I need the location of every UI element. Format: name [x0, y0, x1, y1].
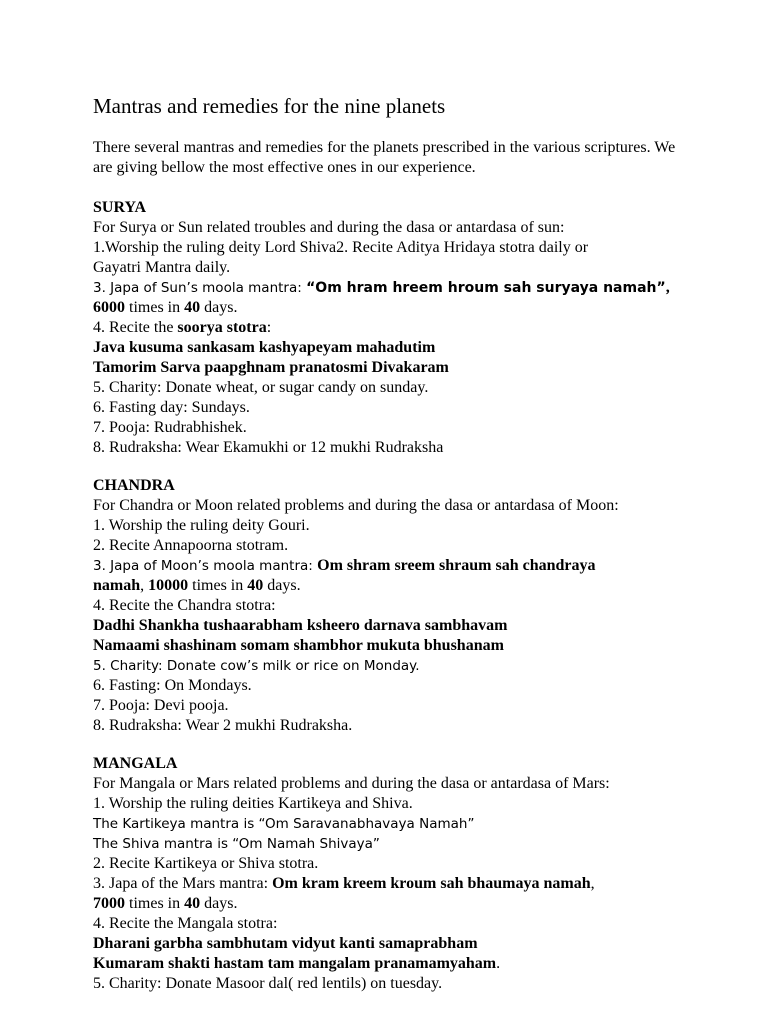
mangala-stotra-verse-2	[93, 954, 500, 974]
text-fragment: days.	[200, 299, 238, 316]
page-title: Mantras and remedies for the nine planets	[93, 94, 446, 118]
surya-line-1: For Surya or Sun related troubles and during the dasa or antardasa of sun:	[93, 219, 565, 236]
surya-japa-label: 3. Japa of Sun’s moola mantra:	[93, 280, 307, 296]
mangala-line-7	[93, 894, 237, 914]
chandra-charity: 5. Charity: Donate cow’s milk or rice on Monday.	[93, 658, 420, 674]
text-fragment: :	[266, 319, 272, 336]
chandra-japa-label: 3. Japa of Moon’s moola mantra:	[93, 558, 318, 574]
chandra-pooja: 7. Pooja: Devi pooja.	[93, 697, 229, 714]
text-fragment: .	[496, 955, 501, 972]
chandra-mantra: Om shram sreem shraum sah chandraya	[317, 557, 596, 574]
surya-charity: 5. Charity: Donate wheat, or sugar candy on sunday.	[93, 379, 429, 396]
surya-days: 40	[184, 299, 201, 316]
text-fragment: times in	[125, 895, 185, 912]
surya-line-2: 1.Worship the ruling deity Lord Shiva2. Recite Aditya Hridaya stotra daily or	[93, 239, 589, 256]
surya-line-5	[93, 298, 237, 318]
punctuation: ,	[665, 279, 670, 296]
chandra-mantra-end: namah	[93, 577, 141, 594]
surya-stotra-verse-2: Tamorim Sarva paapghnam pranatosmi Divakaram	[93, 359, 449, 376]
text-fragment: 4. Recite the	[93, 319, 178, 336]
mangala-mantra: Om kram kreem kroum sah bhaumaya namah	[272, 875, 591, 892]
mangala-line-1: For Mangala or Mars related problems and during the dasa or antardasa of Mars:	[93, 775, 610, 792]
text-fragment: times in	[125, 299, 185, 316]
mangala-stotra-verse-1: Dharani garbha sambhutam vidyut kanti samaprabham	[93, 935, 478, 952]
section-heading-chandra: CHANDRA	[93, 477, 175, 494]
surya-mantra: “Om hram hreem hroum sah suryaya namah”	[306, 280, 666, 296]
chandra-line-2: 1. Worship the ruling deity Gouri.	[93, 517, 310, 534]
text-fragment: days.	[200, 895, 238, 912]
mangala-line-6	[93, 874, 595, 894]
mangala-charity: 5. Charity: Donate Masoor dal( red lentils) on tuesday.	[93, 975, 443, 992]
chandra-stotra-verse-2: Namaami shashinam somam shambhor mukuta bhushanam	[93, 637, 504, 654]
chandra-stotra-verse-1: Dadhi Shankha tushaarabham ksheero darnava sambhavam	[93, 617, 508, 634]
chandra-line-4	[93, 556, 596, 576]
surya-rudraksha: 8. Rudraksha: Wear Ekamukhi or 12 mukhi Rudraksha	[93, 439, 444, 456]
chandra-line-5	[93, 576, 301, 596]
surya-line-6	[93, 318, 271, 338]
chandra-days: 40	[247, 577, 264, 594]
section-heading-mangala: MANGALA	[93, 755, 178, 772]
mangala-line-8: 4. Recite the Mangala stotra:	[93, 915, 278, 932]
mangala-count: 7000	[93, 895, 125, 912]
chandra-line-6: 4. Recite the Chandra stotra:	[93, 597, 276, 614]
text-fragment: ,	[590, 875, 595, 892]
surya-count: 6000	[93, 299, 125, 316]
chandra-line-3: 2. Recite Annapoorna stotram.	[93, 537, 289, 554]
mangala-kartikeya-mantra: The Kartikeya mantra is “Om Saravanabhavaya Namah”	[93, 816, 475, 832]
mangala-shiva-mantra: The Shiva mantra is “Om Namah Shivaya”	[93, 836, 380, 852]
chandra-line-1: For Chandra or Moon related problems and during the dasa or antardasa of Moon:	[93, 497, 619, 514]
section-heading-surya: SURYA	[93, 199, 147, 216]
chandra-fasting: 6. Fasting: On Mondays.	[93, 677, 252, 694]
text-fragment: times in	[188, 577, 248, 594]
chandra-rudraksha: 8. Rudraksha: Wear 2 mukhi Rudraksha.	[93, 717, 353, 734]
surya-pooja: 7. Pooja: Rudrabhishek.	[93, 419, 247, 436]
intro-paragraph: There several mantras and remedies for the planets prescribed in the various scriptures. We are giving bellow the most effective ones in our experience.	[93, 139, 676, 176]
mangala-line-2: 1. Worship the ruling deities Kartikeya and Shiva.	[93, 795, 413, 812]
surya-stotra-name: soorya stotra	[177, 319, 267, 336]
verse-text: Kumaram shakti hastam tam mangalam pranamamyaham	[93, 955, 497, 972]
text-fragment: 3. Japa of the Mars mantra:	[93, 875, 273, 892]
mangala-days: 40	[184, 895, 201, 912]
mangala-line-5: 2. Recite Kartikeya or Shiva stotra.	[93, 855, 319, 872]
surya-line-3: Gayatri Mantra daily.	[93, 259, 231, 276]
text-fragment: ,	[140, 577, 149, 594]
text-fragment: days.	[263, 577, 301, 594]
surya-stotra-verse-1: Java kusuma sankasam kashyapeyam mahadutim	[93, 339, 436, 356]
surya-line-4	[93, 278, 670, 298]
chandra-count: 10000	[148, 577, 189, 594]
surya-fasting: 6. Fasting day: Sundays.	[93, 399, 250, 416]
